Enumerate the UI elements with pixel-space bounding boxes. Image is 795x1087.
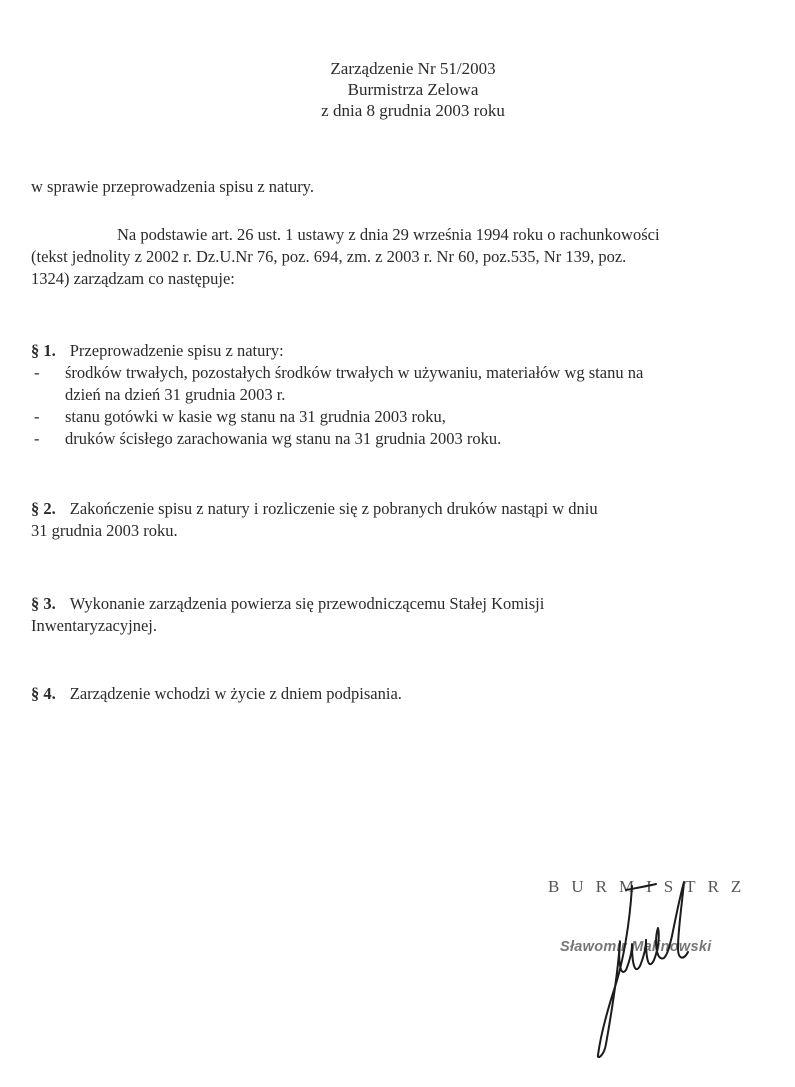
paragraph-line: 1324) zarządzam co następuje: [31, 269, 235, 288]
list-item [31, 428, 771, 450]
section-1 [31, 340, 771, 450]
section-text: Zarządzenie wchodzi w życie z dniem podpisania. [69, 684, 402, 703]
section-3 [31, 593, 771, 637]
handwritten-signature [560, 860, 710, 1065]
section-sign: § 1. [31, 341, 56, 360]
list-item-line: - stanu gotówki w kasie wg stanu na 31 grudnia 2003 roku, [65, 407, 446, 426]
inventory-items-list [31, 362, 771, 450]
ordinance-title: Zarządzenie Nr 51/2003 [330, 59, 496, 78]
list-item-line: - środków trwałych, pozostałych środków trwałych w używaniu, materiałów wg stanu na [65, 363, 644, 382]
ordinance-subject: w sprawie przeprowadzenia spisu z natury. [31, 177, 314, 196]
section-text-continued: 31 grudnia 2003 roku. [31, 521, 178, 540]
section-sign: § 3. [31, 594, 56, 613]
list-item [31, 406, 771, 428]
list-item-line: - druków ścisłego zarachowania wg stanu na 31 grudnia 2003 roku. [65, 429, 502, 448]
legal-basis-paragraph [31, 224, 771, 290]
list-item [31, 362, 771, 406]
section-text: Zakończenie spisu z natury i rozliczenie się z pobranych druków nastąpi w dniu [69, 499, 598, 518]
paragraph-line: (tekst jednolity z 2002 r. Dz.U.Nr 76, poz. 694, zm. z 2003 r. Nr 60, poz.535, Nr 139, poz. [31, 247, 627, 266]
section-2 [31, 498, 771, 542]
section-sign: § 4. [31, 684, 56, 703]
stamp-title: BURMISTRZ [548, 877, 754, 896]
stamp-name: Sławomir Malinowski [560, 939, 712, 955]
section-text: Przeprowadzenie spisu z natury: [69, 341, 284, 360]
section-sign: § 2. [31, 499, 56, 518]
paragraph-line: Na podstawie art. 26 ust. 1 ustawy z dnia 29 września 1994 roku o rachunkowości [117, 225, 660, 244]
section-text-continued: Inwentaryzacyjnej. [31, 616, 157, 635]
document-header [0, 58, 795, 121]
ordinance-date: z dnia 8 grudnia 2003 roku [321, 101, 505, 120]
list-item-line: dzień na dzień 31 grudnia 2003 r. [65, 385, 286, 404]
section-text: Wykonanie zarządzenia powierza się przewodniczącemu Stałej Komisji [69, 594, 545, 613]
section-4 [31, 683, 771, 705]
ordinance-issuer: Burmistrza Zelowa [347, 80, 479, 99]
